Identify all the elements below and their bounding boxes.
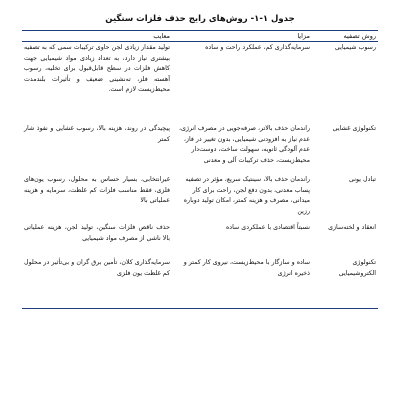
cell-disadvantages: حذف ناقص فلزات سنگین، تولید لجن، هزینه عملیاتی بالا ناشی از مصرف مواد شیمیایی — [24, 224, 170, 242]
header-advantages: مزایا — [297, 32, 310, 40]
cell-disadvantages: غیرانتخابی، بسیار حساس به محلول، رسوب یون‌های فلزی، فقط مناسب فلزات کم غلظت، سرمایه و هزینه عملیاتی بالا — [24, 176, 170, 205]
cell-advantages: ساده و سازگار با محیط‌زیست، نیروی کار کمتر و ذخیره انرژی — [183, 259, 310, 277]
header-disadvantages: معایب — [153, 32, 170, 40]
table-caption: جدول ۱-۱- روش‌های رایج حذف فلزات سنگین — [105, 14, 295, 24]
cell-disadvantages: سرمایه‌گذاری کلان، تأمین برق گران و بی‌تأثیر در محلول کم غلظت یون فلزی — [24, 259, 170, 277]
cell-disadvantages: پیچیدگی در روند، هزینه بالا، رسوب غشایی و نفوذ شار کمتر — [24, 125, 170, 143]
cell-method: تکنولوژی الکتروشیمیایی — [338, 259, 376, 277]
table-bottom-rule — [22, 308, 378, 309]
cell-method: رسوب شیمیایی — [334, 44, 376, 51]
cell-advantages: نسبتاً اقتصادی با عملکردی ساده — [225, 224, 310, 231]
cell-method: تکنولوژی غشایی — [332, 125, 376, 132]
cell-disadvantages: تولید مقدار زیادی لجن حاوی ترکیبات سمی که به تصفیه بیشتری نیاز دارد، به تعداد زیادی مواد شیمیایی جهت کاهش فلزات در سطح قابل‌قبول برای تخلیه، رسوب آهسته فلز، تەنشینی ضعیف و تأثیرات بلندمدت محیط‌زیست لازم است. — [24, 44, 170, 94]
cell-method: تبادل یونی — [349, 176, 376, 183]
cell-advantages: راندمان حذف بالاتر، صرفه‌جویی در مصرف انرژی، عدم نیاز به افزودنی شیمیایی، بدون تغییر در فاز، عدم آلودگی ثانویه، سهولت ساخت، دوست‌دار محیط‌زیست، حذف ترکیبات آلی و معدنی — [178, 125, 310, 164]
table-header-rule — [22, 41, 378, 42]
header-method: روش تصفیه — [343, 32, 376, 40]
cell-method: انعقاد و لخته‌سازی — [328, 224, 376, 231]
cell-advantages: سرمایه‌گذاری کم، عملکرد راحت و ساده — [205, 44, 310, 51]
cell-advantages: راندمان حذف بالا، سینتیک سریع، مؤثر در تصفیه پساب معدنی، بدون دفع لجن، راحت برای کار میدانی، مصرف و هزینه کمتر، امکان تولید دوباره رزین — [183, 176, 310, 215]
